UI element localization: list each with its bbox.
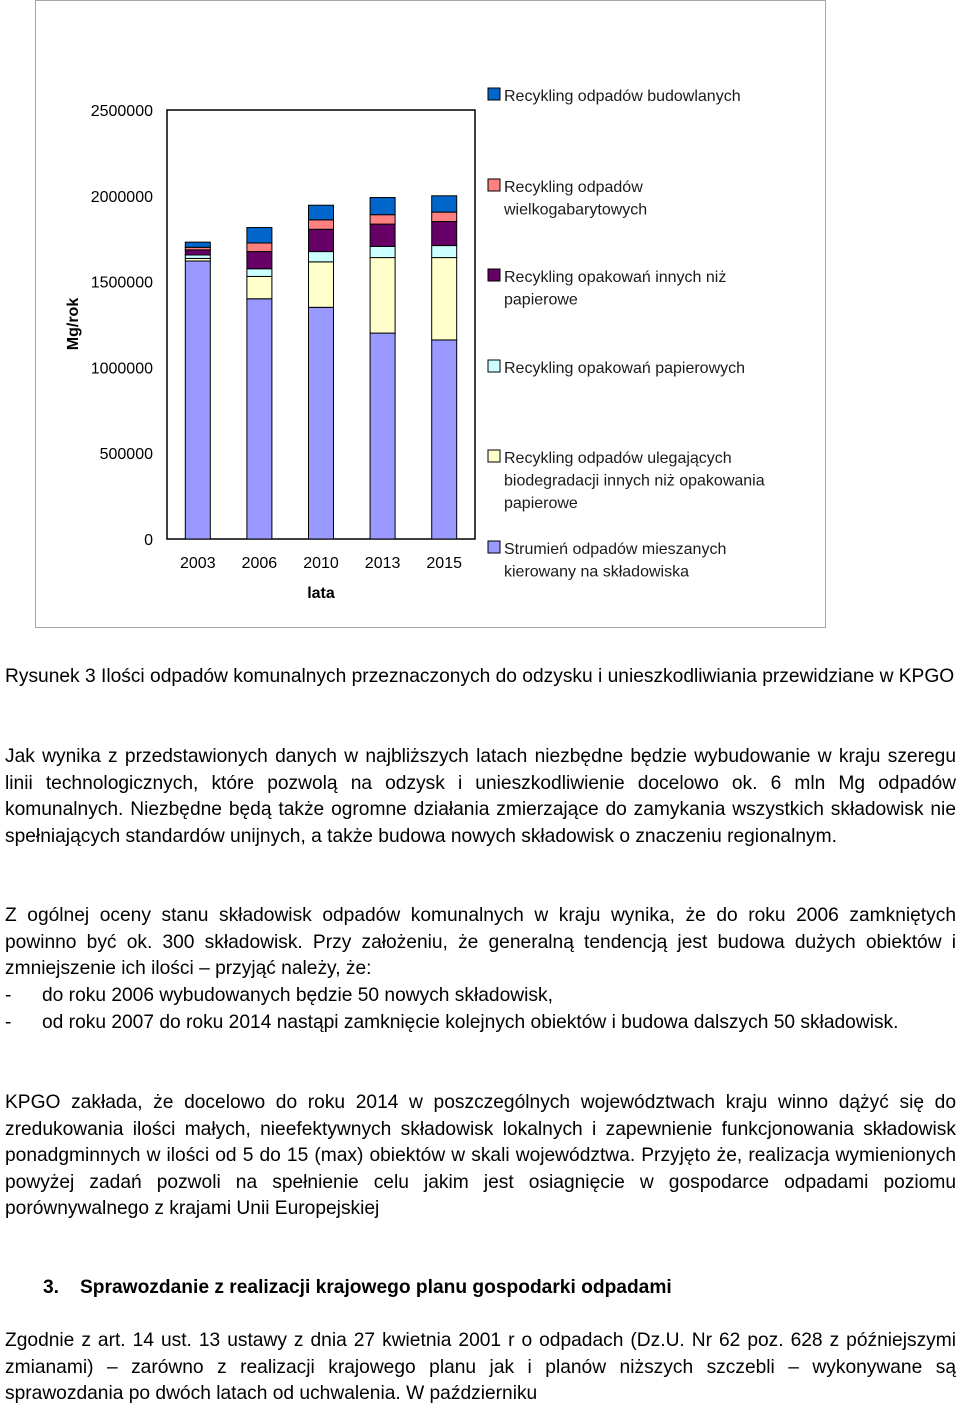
y-tick-label: 0	[144, 532, 153, 549]
paragraph-1: Jak wynika z przedstawionych danych w najbliższych latach niezbędne będzie wybudowanie w kraju szeregu linii technologicznych, które pozwolą na odzysk i unieszkodliwienie docelowo ok. 6 mln Mg odpadów komunalnych. Niezbędne będą także ogromne działania zmierzające do zamykania wszystkich składowisk nie spełniających standardów unijnych, a także budowa nowych składowisk o znaczeniu regionalnym.	[5, 746, 956, 847]
list-text: od roku 2007 do roku 2014 nastąpi zamknięcie kolejnych obiektów i budowa dalszych 50 składowisk.	[42, 1012, 899, 1033]
bar-segment	[247, 276, 272, 298]
paragraph-3: KPGO zakłada, że docelowo do roku 2014 w poszczególnych województwach kraju winno dążyć się do zredukowania ilości małych, nieefektywnych składowisk lokalnych i zapewnienie funkcjonowania składowisk ponadgminnych w ilości od 5 do 15 (max) obiektów w skali województwa. Przyjęto że, realizacja wymienionych powyżej zadań pozwoli na spełnienie celu jakim jest osiagnięcie w gospodarce odpadami poziomu porównywalnego z krajami Unii Europejskiej	[5, 1092, 956, 1220]
bar-segment	[247, 228, 272, 243]
legend-label: biodegradacji innych niż opakowania	[504, 472, 765, 490]
legend-label: papierowe	[504, 495, 578, 512]
legend-label: Recykling odpadów ulegających	[504, 450, 732, 467]
legend-label: Strumień odpadów mieszanych	[504, 541, 727, 558]
bar-segment	[370, 224, 395, 246]
bar-segment	[309, 229, 334, 251]
paragraph-4: Zgodnie z art. 14 ust. 13 ustawy z dnia 27 kwietnia 2001 r o odpadach (Dz.U. Nr 62 poz. 628 z późniejszymi zmianami) – zarówno z realizacji krajowego planu jak i planów niższych szczebli – wykonywane są sprawozdania po dwóch latach od uchwalenia. W październiku	[5, 1330, 956, 1405]
x-tick-label: 2010	[303, 555, 339, 572]
paragraph-2: Z ogólnej oceny stanu składowisk odpadów komunalnych w kraju wynika, że do roku 2006 zamkniętych powinno być ok. 300 składowisk. Przy założeniu, że generalną tendencją jest budowa dużych obiektów i zmniejszenie ich ilości – przyjąć należy, że:	[5, 905, 956, 980]
y-axis-label: Mg/rok	[65, 297, 82, 351]
legend-label: Recykling odpadów budowlanych	[504, 88, 741, 105]
section-title: Sprawozdanie z realizacji krajowego planu gospodarki odpadami	[80, 1277, 672, 1298]
legend-label: papierowe	[504, 291, 578, 309]
y-tick-label: 1500000	[90, 274, 153, 292]
list-dash: -	[5, 985, 12, 1006]
bar-segment	[432, 212, 457, 221]
chart-figure	[35, 0, 826, 628]
bar-segment	[309, 205, 334, 220]
bar-segment	[370, 333, 395, 539]
list-text: do roku 2006 wybudowanych będzie 50 nowych składowisk,	[42, 985, 553, 1006]
bar-segment	[185, 242, 210, 247]
bar-segment	[370, 215, 395, 224]
bar-segment	[432, 258, 457, 340]
legend-swatch	[488, 360, 500, 372]
bar-segment	[370, 198, 395, 215]
legend-swatch	[488, 541, 500, 553]
legend-swatch	[488, 179, 500, 191]
bar-segment	[309, 262, 334, 307]
list-dash: -	[5, 1012, 12, 1033]
legend-swatch	[488, 450, 500, 462]
stacked-bar-chart	[36, 1, 827, 629]
x-tick-label: 2015	[426, 555, 462, 572]
bar-segment	[247, 269, 272, 277]
bar-segment	[432, 246, 457, 258]
legend-swatch	[488, 269, 500, 281]
x-tick-label: 2003	[180, 555, 216, 572]
bar-segment	[370, 246, 395, 257]
y-tick-label: 500000	[99, 446, 153, 464]
section-number: 3.	[43, 1277, 60, 1298]
y-tick-label: 1000000	[90, 360, 153, 378]
legend-label: Recykling opakowań papierowych	[504, 360, 746, 377]
figure-caption: Rysunek 3 Ilości odpadów komunalnych przeznaczonych do odzysku i unieszkodliwiania przewidziane w KPGO	[5, 666, 955, 687]
bar-segment	[309, 220, 334, 229]
y-tick-label: 2500000	[90, 103, 153, 120]
bar-segment	[309, 307, 334, 539]
x-tick-label: 2013	[364, 555, 401, 572]
bar-segment	[247, 243, 272, 252]
bar-segment	[185, 255, 210, 258]
bar-segment	[247, 252, 272, 269]
legend-label: Recykling opakowań innych niż	[504, 269, 727, 286]
y-tick-label: 2000000	[90, 188, 153, 206]
bar-segment	[185, 261, 210, 539]
x-tick-label: 2006	[241, 555, 278, 572]
legend-label: Recykling odpadów	[504, 179, 643, 196]
legend-swatch	[488, 88, 500, 100]
bar-segment	[247, 299, 272, 539]
section-heading	[43, 1275, 672, 1302]
bar-segment	[432, 196, 457, 212]
legend-label: wielkogabarytowych	[504, 201, 648, 219]
x-axis-label: lata	[307, 585, 335, 602]
bar-segment	[370, 258, 395, 334]
bar-segment	[432, 222, 457, 246]
bar-segment	[432, 340, 457, 539]
bar-segment	[185, 250, 210, 255]
legend-label: kierowany na składowiska	[504, 563, 689, 581]
bar-segment	[309, 252, 334, 262]
